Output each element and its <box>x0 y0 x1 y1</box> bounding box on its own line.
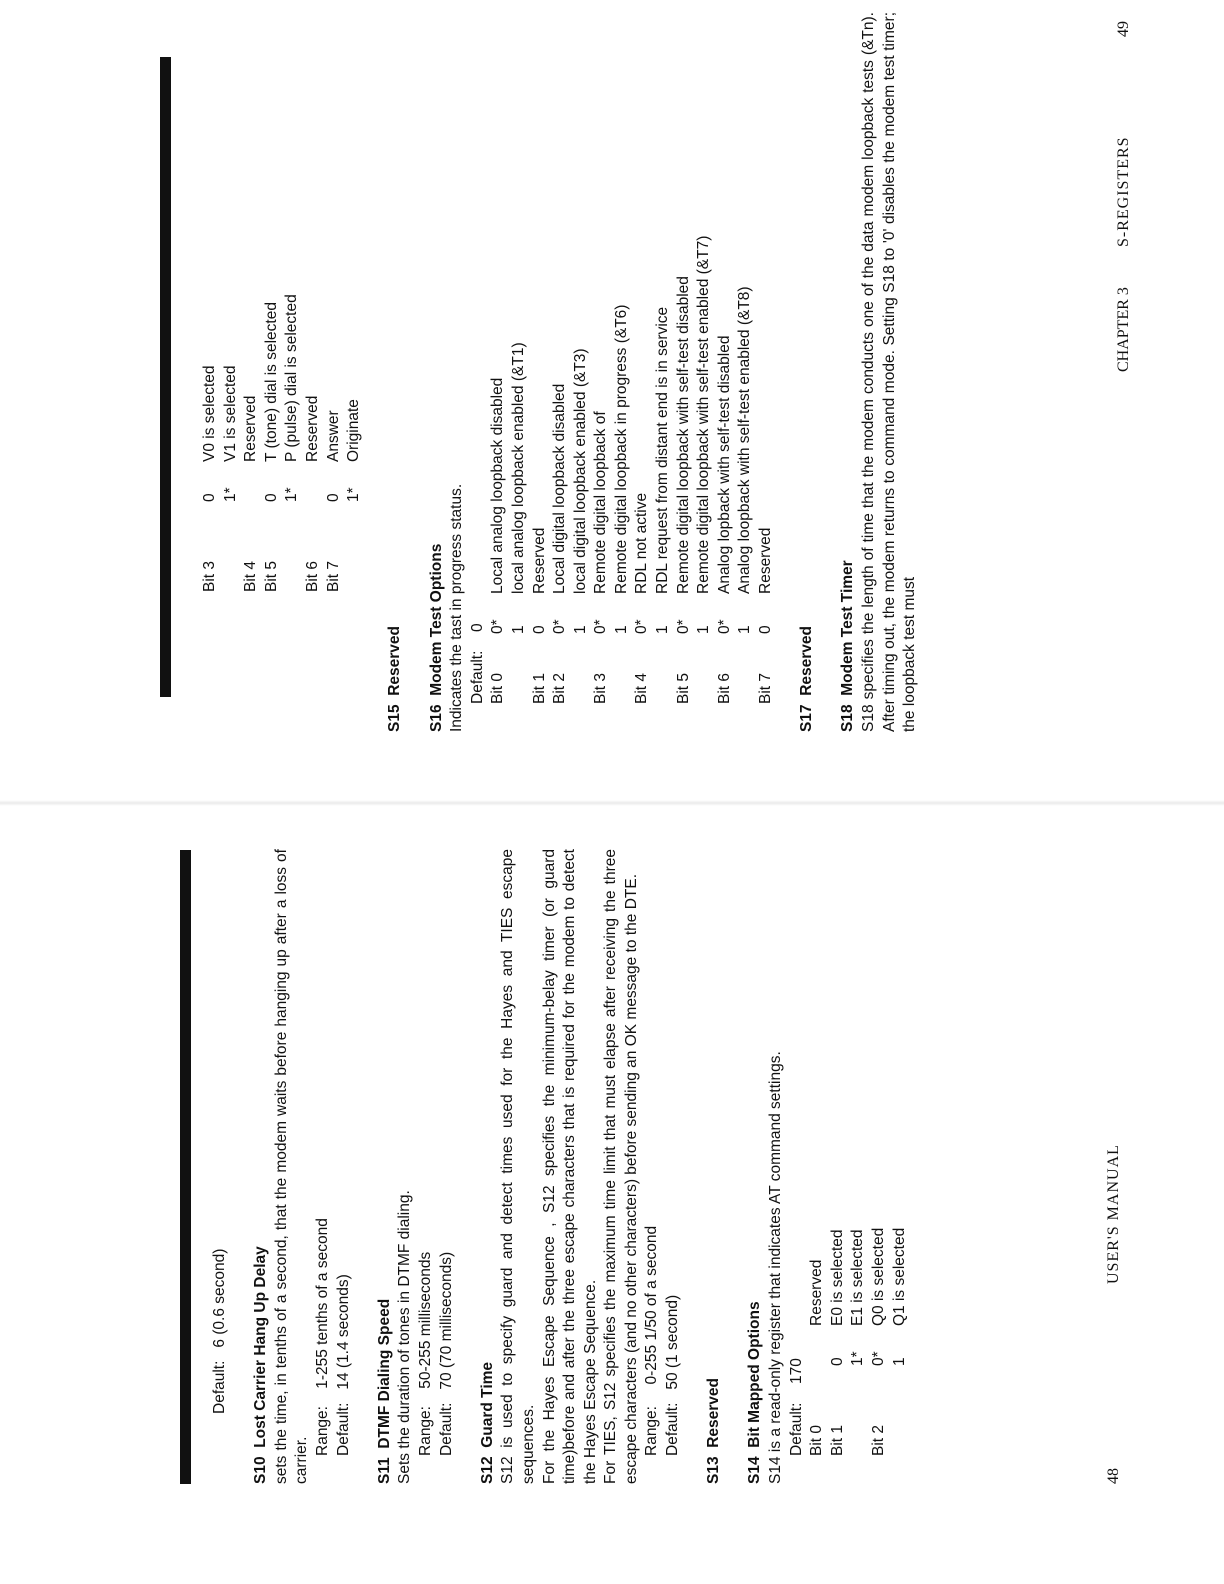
s14-heading: S14 Bit Mapped Options <box>746 1301 764 1484</box>
bit-value: 0* <box>489 619 507 634</box>
bit-description: Reserved <box>530 527 548 594</box>
s10-description: sets the time, in tenths of a second, that the modem waits before hanging up after a loss of carrier. <box>272 849 311 1484</box>
page-number: 48 <box>1105 1468 1122 1484</box>
bit-label <box>694 634 715 704</box>
s16-default <box>468 12 489 732</box>
page-48 <box>0 792 1224 1584</box>
bit-label: Bit 2 <box>870 1424 887 1456</box>
bit-description: T (tone) dial is selected <box>262 302 280 462</box>
bit-label: Bit 7 <box>324 560 342 592</box>
bit-value: 0 <box>828 1357 846 1366</box>
bit-label: Bit 5 <box>262 560 280 592</box>
page-48-content <box>210 849 910 1484</box>
bit-label <box>571 634 592 704</box>
bit-description: P (pulse) dial is selected <box>283 294 301 462</box>
bit-value: 1* <box>345 487 363 502</box>
bit-row <box>715 12 736 732</box>
bit-row <box>756 12 777 732</box>
s14-bit-table <box>807 849 910 1484</box>
bit-description: Local analog loopback disabled <box>489 377 507 594</box>
s16-default-label: Default: <box>468 650 486 704</box>
s15-heading: S15 Reserved <box>386 626 404 732</box>
s12-description-3: For TIES, S12 specifies the maximum time limit that must elapse after receiving the three escape characters (and no other characters) before sending an OK message to the DTE. <box>602 849 640 1484</box>
bit-description: V0 is selected <box>201 365 218 462</box>
bit-value: 0 <box>757 625 775 634</box>
bit-row <box>807 849 828 1484</box>
s10-default: Default: 14 (1.4 seconds) <box>334 1274 352 1456</box>
page-49-content <box>200 12 921 732</box>
bit-row <box>550 12 571 732</box>
running-footer: USER'S MANUAL <box>1105 1144 1122 1284</box>
s10-range: Range: 1-255 tenths of a second <box>313 1218 331 1456</box>
bit-value: 1 <box>654 625 672 634</box>
s13-heading: S13 Reserved <box>705 1378 723 1484</box>
bit-label <box>509 634 530 704</box>
bit-value: 0* <box>674 619 692 634</box>
s14-default-value: 170 <box>787 1358 805 1384</box>
bit-label: Bit 3 <box>201 560 218 592</box>
page-gutter <box>0 800 1224 806</box>
bit-value: 1 <box>736 625 754 634</box>
s14-description: S14 is a read-only register that indicates AT command settings. <box>767 1051 785 1484</box>
bit-label: Bit 3 <box>592 672 610 704</box>
bit-label <box>221 502 242 592</box>
bit-label: Bit 1 <box>530 672 548 704</box>
s12-heading: S12 Guard Time <box>478 1361 496 1484</box>
s11-heading: S11 DTMF Dialing Speed <box>375 1298 393 1484</box>
bit-label <box>735 634 756 704</box>
bit-row <box>591 12 612 732</box>
bit-value <box>241 462 262 502</box>
bit-description: Local digital loopback disabled <box>551 383 569 594</box>
s16-bit-table <box>488 12 776 732</box>
bit-value: 0 <box>530 625 548 634</box>
s11-default: Default: 70 (70 milliseconds) <box>437 1251 455 1456</box>
bit-description: Reserved <box>757 527 775 594</box>
bit-value: 0 <box>324 493 342 502</box>
bit-description: local digital loopback enabled (&T3) <box>571 348 589 594</box>
bit-value: 1* <box>849 1351 867 1366</box>
s17-heading: S17 Reserved <box>798 626 816 732</box>
bit-description: Remote digital loopback with self-test enabled (&T7) <box>695 235 713 594</box>
page-number: 49 <box>1115 21 1132 37</box>
bit-row <box>241 12 262 732</box>
bit-value <box>807 1326 828 1366</box>
running-footer-section: S-REGISTERS <box>1115 136 1132 247</box>
bit-label: Bit 0 <box>808 1424 826 1456</box>
bit-row <box>509 12 530 732</box>
bit-label: Bit 6 <box>715 672 733 704</box>
bit-value: 0* <box>715 619 733 634</box>
bit-description: local analog loopback enabled (&T1) <box>509 342 527 594</box>
bit-value <box>303 462 324 502</box>
bit-description: Q1 is selected <box>890 1227 908 1326</box>
bit-label: Bit 0 <box>489 672 507 704</box>
bit-description: E0 is selected <box>828 1229 846 1326</box>
s12-default: Default: 50 (1 second) <box>664 1294 682 1456</box>
bit-row <box>200 12 221 732</box>
bit-label <box>344 502 365 592</box>
s14-default-label: Default: <box>787 1402 805 1456</box>
bit-label: Bit 2 <box>551 672 569 704</box>
bit-row <box>324 12 345 732</box>
bit-description: E1 is selected <box>849 1229 867 1326</box>
bit-value: 1 <box>890 1357 908 1366</box>
bit-description: Remote digital loopback in progress (&T6) <box>612 304 630 594</box>
bit-value: 0 <box>262 493 280 502</box>
bit-row <box>221 12 242 732</box>
bit-description: Analog loopback with self-test enabled (&T8) <box>736 286 754 594</box>
bit-description: Reserved <box>242 395 260 462</box>
bit-description: Remote digital loopback with self-test disabled <box>674 276 692 594</box>
bit-row <box>694 12 715 732</box>
s18-description: S18 specifies the length of time that the modem conducts one of the data modem loopback tests (&Tn). After timing out, the modem returns to command mode. Setting S18 to '0' disables the modem test timer; the loopback test must <box>860 12 919 732</box>
bit-row <box>488 12 509 732</box>
bit-value: 1 <box>612 625 630 634</box>
bit-description: Analog lopback with self-test disabled <box>715 335 733 594</box>
bit-row <box>632 12 653 732</box>
bit-row <box>653 12 674 732</box>
bit-description: RDL not active <box>633 492 651 594</box>
bit-description: Q0 is selected <box>870 1227 887 1326</box>
bit-row <box>848 849 869 1484</box>
bit-value: 1 <box>695 625 713 634</box>
bit-label: Bit 4 <box>633 672 651 704</box>
bit-value: 1* <box>283 487 301 502</box>
s14-default <box>787 849 808 1484</box>
s11-description: Sets the duration of tones in DTMF dialing. <box>396 1190 414 1484</box>
s12-description-2: For the Hayes Escape Sequence , S12 specifies the minimum-belay timer (or guard time)before and after the three escape characters that is required for the modem to detect the Hayes Escape Sequence. <box>540 849 599 1484</box>
bit-value: 0* <box>551 619 569 634</box>
bit-row <box>890 849 911 1484</box>
top-rule <box>160 57 171 697</box>
bit-row <box>282 12 303 732</box>
bit-label: Bit 4 <box>242 560 260 592</box>
bit-description: Originate <box>345 399 363 462</box>
bit-description: RDL request from distant end is in service <box>654 306 672 594</box>
s16-description: Indicates the tast in progress status. <box>448 483 466 732</box>
bit-row <box>828 849 849 1484</box>
bit-description: Reserved <box>303 395 321 462</box>
s11-range: Range: 50-255 milliseconds <box>416 1251 434 1456</box>
bit-label <box>282 502 303 592</box>
s16-heading: S16 Modem Test Options <box>427 543 445 732</box>
bit-label: Bit 5 <box>674 672 692 704</box>
s9-default: Default: 6 (0.6 second) <box>211 1248 228 1414</box>
bit-row <box>674 12 695 732</box>
s18-heading: S18 Modem Test Timer <box>839 560 857 732</box>
bit-row <box>735 12 756 732</box>
bit-value: 0* <box>633 619 651 634</box>
bit-label <box>653 634 674 704</box>
bit-value: 0* <box>592 619 610 634</box>
bit-row <box>344 12 365 732</box>
bit-value: 0* <box>870 1351 887 1366</box>
bit-value: 0 <box>201 493 218 502</box>
s10-heading: S10 Lost Carrier Hang Up Delay <box>252 1246 270 1484</box>
s16-default-value: 0 <box>468 623 486 632</box>
s12-description-1: S12 is used to specify guard and detect times used for the Hayes and TIES escape sequences. <box>499 849 537 1484</box>
bit-label: Bit 7 <box>757 672 775 704</box>
bit-value: 1 <box>509 625 527 634</box>
bit-row <box>869 849 890 1484</box>
bit-row <box>262 12 283 732</box>
bit-row <box>571 12 592 732</box>
bit-value: 1* <box>221 487 239 502</box>
top-rule <box>180 850 191 1484</box>
bit-description: Remote digital loopback of <box>592 411 610 594</box>
bit-description: Answer <box>324 410 342 462</box>
s14-bit-table-continued <box>200 12 365 732</box>
bit-value: 1 <box>571 625 589 634</box>
bit-description: V1 is selected <box>221 365 239 462</box>
bit-row <box>530 12 551 732</box>
bit-label <box>890 1366 911 1456</box>
s12-range: Range: 0-255 1/50 of a second <box>643 1225 661 1456</box>
bit-label: Bit 1 <box>828 1424 846 1456</box>
bit-label <box>848 1366 869 1456</box>
running-footer-chapter: CHAPTER 3 <box>1115 287 1132 372</box>
bit-row <box>303 12 324 732</box>
bit-row <box>612 12 633 732</box>
bit-label <box>612 634 633 704</box>
bit-label: Bit 6 <box>303 560 321 592</box>
bit-description: Reserved <box>808 1259 826 1326</box>
